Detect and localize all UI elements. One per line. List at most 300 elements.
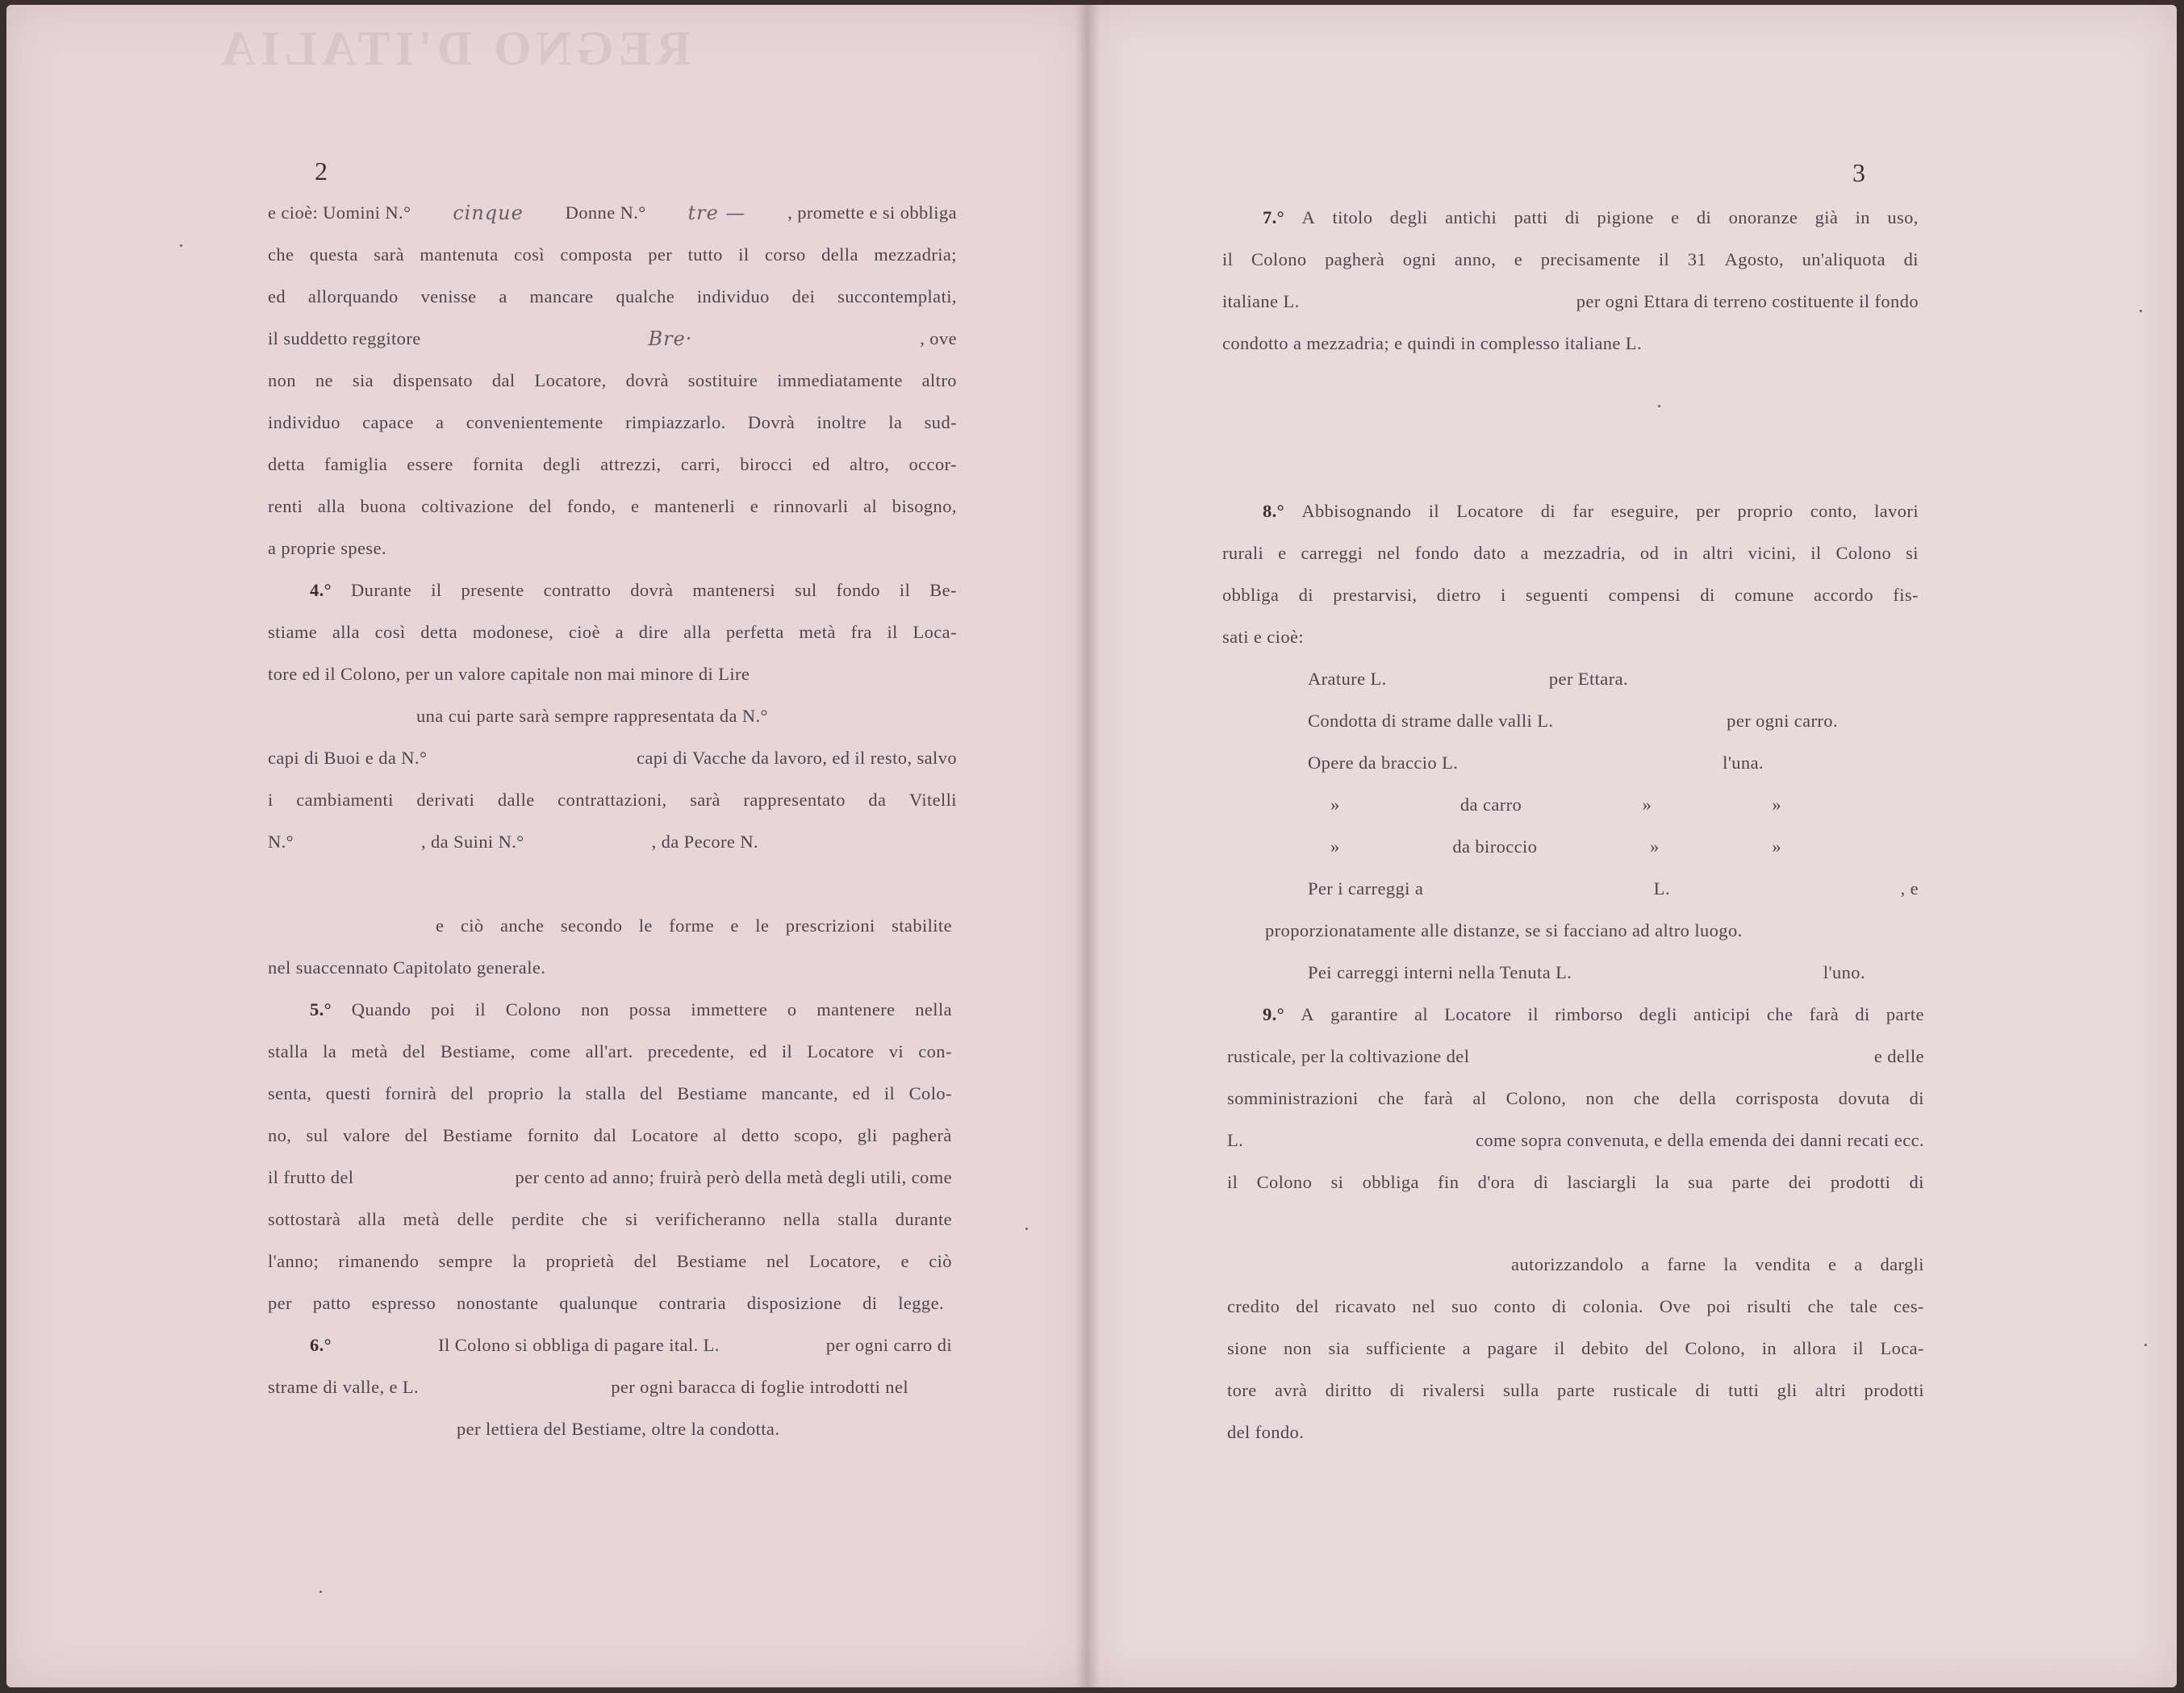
line-word: ed (812, 454, 830, 474)
handwritten-entry: cinque (453, 202, 524, 224)
line-word: Quando (351, 999, 411, 1020)
line-word: di (1700, 585, 1715, 605)
line-word: a (436, 412, 445, 432)
left-text-line (268, 747, 957, 769)
line-word: non (1585, 1088, 1614, 1108)
line-word: rimanendo (338, 1251, 420, 1271)
line-word: del (528, 496, 553, 516)
line-word: nella (783, 1209, 821, 1229)
line-text: sati e cioè: (1222, 627, 1305, 647)
line-word: birocci (740, 454, 793, 474)
line-word: accordo (1813, 585, 1873, 605)
line-word: nel (1377, 543, 1401, 563)
line-word: mantenerli (654, 496, 736, 516)
line-word: di (1533, 1172, 1549, 1192)
right-text-line (1227, 1045, 1924, 1068)
left-text-line (436, 915, 952, 937)
line-word: anche (499, 915, 545, 936)
line-word: la (888, 412, 903, 432)
line-word: debito (1581, 1338, 1629, 1358)
line-word: Colono (1251, 249, 1307, 269)
line-word: degli (1639, 1004, 1677, 1024)
line-word: della (1679, 1088, 1717, 1108)
line-segment: » (1649, 836, 1660, 857)
line-word: carri, (680, 454, 721, 474)
line-word: far (1572, 501, 1594, 521)
line-word: della (821, 244, 858, 265)
article-number: 5.° (310, 999, 332, 1020)
line-word: che (581, 1209, 608, 1229)
handwritten-entry: Bre· (648, 327, 693, 350)
line-word: dovrà (625, 370, 669, 390)
line-word: patto (312, 1293, 351, 1313)
line-word: dalle (497, 790, 535, 810)
line-word: autorizzandolo (1511, 1254, 1624, 1274)
line-word: sul (306, 1125, 328, 1145)
line-word: 31 (1687, 249, 1706, 269)
page-fold (1075, 5, 1100, 1687)
line-segment: rusticale, per la coltivazione del (1227, 1046, 1470, 1066)
paper-speck (1025, 1228, 1028, 1230)
line-word: disposizione (746, 1293, 842, 1313)
line-word: allora (1793, 1338, 1837, 1358)
line-word: parte (1731, 1172, 1770, 1192)
line-word: a (1520, 543, 1529, 563)
left-text-line (268, 1250, 952, 1273)
line-segment: per ogni Ettara di terreno costituente il fondo (1576, 291, 1919, 311)
paper-speck (319, 1591, 322, 1593)
line-word: non (1284, 1338, 1312, 1358)
line-word: si (1330, 1172, 1344, 1192)
line-word: dovrà (630, 580, 674, 600)
line-text: nel suaccennato Capitolato generale. (268, 957, 546, 978)
line-word: Locatore, (809, 1251, 882, 1271)
left-text-line (268, 663, 957, 686)
line-word: il (1658, 249, 1670, 269)
handwritten-entry: tre — (687, 202, 746, 224)
line-word: corso (764, 244, 806, 265)
line-segment: , da Pecore N. (651, 832, 758, 852)
line-word: contraria (658, 1293, 727, 1313)
line-segment: l'uno. (1823, 962, 1865, 982)
right-text-line (1308, 961, 1865, 984)
line-word: dei (791, 286, 816, 306)
right-text-line (1263, 500, 1919, 523)
line-word: secondo (560, 915, 623, 936)
line-segment: italiane L. (1222, 291, 1300, 311)
line-segment: Pei carreggi interni nella Tenuta L. (1308, 962, 1572, 982)
line-word: in (1673, 543, 1689, 563)
left-text-line (268, 495, 957, 518)
line-word: a (615, 622, 624, 642)
line-word: contratto (543, 580, 612, 600)
line-word: allorquando (307, 286, 399, 306)
line-word: farne (1667, 1254, 1706, 1274)
line-word: derivati (416, 790, 475, 810)
line-segment: per ogni baracca di foglie introdotti nel (611, 1377, 908, 1397)
show-through-text: REGNO D'ITALIA (216, 22, 691, 75)
line-word: sia (1328, 1338, 1350, 1358)
line-segment: N.° (268, 832, 294, 852)
line-word: rimpiazzarlo. (625, 412, 726, 432)
left-text-line (268, 369, 957, 392)
left-text-line (268, 286, 957, 308)
line-word: obbliga (1362, 1172, 1419, 1192)
line-word: fondo (836, 580, 880, 600)
left-text-line (268, 537, 386, 560)
line-word: Locatore (631, 1125, 699, 1145)
line-word: metà (799, 622, 836, 642)
line-word: farà (1809, 1004, 1839, 1024)
right-text-line (1222, 248, 1919, 271)
line-segment: , da Suini N.° (420, 832, 524, 852)
line-word: dovuta (1838, 1088, 1890, 1108)
line-word: sia (352, 370, 374, 390)
line-word: al (712, 1125, 727, 1145)
line-word: le (755, 915, 770, 936)
document-spread (6, 5, 2177, 1687)
line-word: presente (461, 580, 524, 600)
line-text: una cui parte sarà sempre rappresentata da N.° (416, 706, 768, 726)
right-text-line (1227, 1295, 1924, 1318)
line-word: altro (921, 370, 957, 390)
line-text: tore ed il Colono, per un valore capitale non mai minore di Lire (268, 664, 750, 684)
line-word: dire (638, 622, 669, 642)
line-segment: » (1772, 836, 1781, 857)
line-word: i (268, 790, 274, 810)
line-word: dei (1788, 1172, 1812, 1192)
article-number: 7.° (1263, 207, 1285, 227)
line-word: sione (1227, 1338, 1267, 1358)
paper-speck (2140, 310, 2142, 312)
line-word: un'aliquota (1802, 249, 1885, 269)
line-word: del (402, 1041, 426, 1061)
line-word: del (1296, 1296, 1319, 1316)
line-word: alla (683, 622, 712, 642)
line-word: ed (268, 286, 286, 306)
line-word: convenientemente (466, 412, 603, 432)
line-word: Colo- (908, 1083, 952, 1103)
line-word: da (868, 790, 887, 810)
line-word: no, (268, 1125, 292, 1145)
page-number-left: 2 (315, 156, 328, 186)
line-segment: da carro (1459, 794, 1522, 815)
line-word: perdite (511, 1209, 565, 1229)
line-word: vi (888, 1041, 904, 1061)
line-word: il (1527, 1004, 1539, 1024)
line-word: alla (357, 1209, 386, 1229)
line-word: parte (1556, 1380, 1595, 1400)
left-text-line (310, 579, 957, 602)
line-word: pagherà (1325, 249, 1385, 269)
right-page (1088, 5, 2177, 1687)
left-text-line (268, 831, 758, 853)
line-word: dato (1473, 543, 1506, 563)
line-word: perfetta (725, 622, 784, 642)
line-word: il (781, 1041, 793, 1061)
line-word: la (557, 1083, 572, 1103)
line-word: di (1551, 1296, 1567, 1316)
line-word: tutti (1728, 1380, 1760, 1400)
line-segment: da biroccio (1452, 836, 1538, 857)
line-segment: » (1330, 836, 1340, 857)
line-word: degli (1389, 207, 1428, 227)
line-word: Bestiame (442, 1125, 513, 1145)
line-word: Colono, (1505, 1088, 1567, 1108)
line-word: detto (741, 1125, 779, 1145)
line-word: la (1655, 1172, 1669, 1192)
line-word: il (883, 1083, 896, 1103)
article-number: 8.° (1263, 501, 1285, 521)
line-word: tale (1850, 1296, 1878, 1316)
line-word: a (1462, 1338, 1471, 1358)
right-text-line (1511, 1253, 1924, 1276)
line-word: Colono (1256, 1172, 1313, 1192)
line-word: fondo (1414, 543, 1459, 563)
line-word: parte (1885, 1004, 1924, 1024)
line-word: Ove (1659, 1296, 1691, 1316)
line-segment: » (1642, 794, 1652, 815)
line-word: del (404, 1125, 428, 1145)
left-text-line (268, 621, 957, 644)
line-word: degli (542, 454, 581, 474)
line-word: modonese, (472, 622, 554, 642)
line-word: A (1301, 1004, 1314, 1024)
line-word: Bestiame (677, 1083, 748, 1103)
line-segment: strame di valle, e L. (268, 1377, 420, 1397)
line-word: proprio (1737, 501, 1794, 521)
right-text-line (1308, 878, 1919, 900)
line-word: ces- (1894, 1296, 1924, 1316)
line-word: non (581, 999, 610, 1020)
line-segment: , promette e si obbliga (787, 202, 957, 223)
line-segment: per Ettara. (1548, 669, 1628, 689)
line-word: per (648, 244, 673, 265)
line-word: fornirà (385, 1083, 437, 1103)
line-word: mezzadria; (874, 244, 957, 265)
line-word: in (1855, 207, 1870, 227)
line-word: renti (268, 496, 303, 516)
line-word: cambiamenti (296, 790, 394, 810)
left-text-line (268, 411, 957, 434)
line-word: non (268, 370, 296, 390)
line-word: attrezzi, (600, 454, 662, 474)
line-word: comune (1735, 585, 1794, 605)
line-word: bisogno, (892, 496, 957, 516)
line-segment: per cento ad anno; fruirà però della metà degli utili, come (515, 1167, 952, 1187)
line-word: il (887, 622, 898, 642)
line-word: delle (457, 1209, 495, 1229)
line-segment: Condotta di strame dalle valli L. (1308, 711, 1554, 731)
line-word: al (1472, 1088, 1487, 1108)
line-word: somministrazioni (1227, 1088, 1359, 1108)
right-text-line (1263, 1003, 1924, 1026)
line-word: fornito (527, 1125, 579, 1145)
line-segment: e cioè: Uomini N.° (268, 202, 411, 223)
right-text-line (1227, 1171, 1924, 1194)
line-word: di (1696, 207, 1712, 227)
right-text-line (1265, 919, 1743, 942)
line-word: prodotti (1864, 1380, 1924, 1400)
paper-speck (180, 244, 182, 247)
line-segment: Arature L. (1308, 669, 1387, 689)
line-word: obbliga (1222, 585, 1280, 605)
line-word: proprio (487, 1083, 544, 1103)
line-word: il (1554, 1338, 1565, 1358)
line-word: buona (360, 496, 407, 516)
line-word: nonostante (456, 1293, 539, 1313)
line-word: durante (895, 1209, 952, 1229)
left-text-line (268, 1292, 944, 1315)
line-word: e (730, 915, 739, 936)
line-word: individuo (268, 412, 340, 432)
line-word: antichi (1445, 207, 1497, 227)
line-word: dal (491, 370, 516, 390)
line-word: corrisposta (1735, 1088, 1819, 1108)
line-word: suo (1451, 1296, 1478, 1316)
line-word: che (268, 244, 294, 265)
line-word: mantenersi (692, 580, 776, 600)
line-segment: » (1772, 794, 1781, 815)
line-word: anno, (1454, 249, 1497, 269)
line-word: Vitelli (909, 790, 957, 810)
line-word: garantire (1330, 1004, 1398, 1024)
line-word: mancante, (761, 1083, 839, 1103)
line-word: verificheranno (655, 1209, 766, 1229)
line-word: Locatore, (534, 370, 607, 390)
line-word: d'ora (1477, 1172, 1515, 1192)
line-word: Loca- (912, 622, 957, 642)
line-word: rusticale (1613, 1380, 1678, 1400)
line-word: sempre (438, 1251, 493, 1271)
line-word: anticipi (1693, 1004, 1751, 1024)
line-word: e (1514, 249, 1523, 269)
line-word: e (630, 496, 640, 516)
line-word: fis- (1893, 585, 1919, 605)
left-text-line (268, 453, 957, 476)
line-word: gli (1777, 1380, 1798, 1400)
line-word: cioè (568, 622, 600, 642)
line-segment: Donne N.° (565, 202, 646, 223)
left-text-line (268, 244, 957, 266)
line-word: ne (315, 370, 333, 390)
line-word: del (1645, 1338, 1669, 1358)
line-word: dispensato (392, 370, 473, 390)
line-word: conto, (1810, 501, 1857, 521)
line-word: Locatore (1444, 1004, 1512, 1024)
line-word: per (1696, 501, 1721, 521)
line-word: immettere (691, 999, 768, 1020)
line-word: al (863, 496, 878, 516)
line-word: si (1906, 543, 1919, 563)
line-word: succontemplati, (837, 286, 957, 306)
line-word: fin (1438, 1172, 1459, 1192)
line-word: di (1389, 1380, 1405, 1400)
line-word: già (1814, 207, 1839, 227)
right-text-line (1227, 1379, 1924, 1402)
right-text-line (1222, 290, 1919, 313)
line-word: mezzadria, (1543, 543, 1626, 563)
line-word: Colono, (1685, 1338, 1746, 1358)
line-text: per lettiera del Bestiame, oltre la condotta. (457, 1419, 780, 1439)
left-text-line (268, 1124, 952, 1147)
line-word: il (1428, 501, 1439, 521)
line-word: possa (628, 999, 671, 1020)
line-word: ogni (1402, 249, 1437, 269)
line-word: Locatore (1456, 501, 1524, 521)
line-word: patti (1514, 207, 1548, 227)
line-word: l'anno; (268, 1251, 319, 1271)
article-number: 4.° (310, 580, 332, 600)
line-word: di (862, 1293, 878, 1313)
line-word: di (1909, 1172, 1924, 1192)
line-segment: il suddetto reggitore (268, 328, 421, 348)
line-word: il (899, 580, 911, 600)
paper-speck (1658, 405, 1660, 407)
line-word: i (1501, 585, 1506, 605)
line-word: altri (1814, 1380, 1847, 1400)
line-text: condotto a mezzadria; e quindi in complesso italiane L. (1222, 333, 1642, 353)
line-word: altri (1702, 543, 1734, 563)
left-text-line (268, 1376, 908, 1399)
line-word: precisamente (1540, 249, 1641, 269)
line-word: sua (1688, 1172, 1714, 1192)
line-word: nel (766, 1251, 790, 1271)
line-word: Be- (929, 580, 957, 600)
line-word: Durante (351, 580, 412, 600)
line-word: capace (362, 412, 414, 432)
line-word: e (1828, 1254, 1837, 1274)
line-word: il (738, 244, 750, 265)
line-word: il (431, 580, 442, 600)
line-segment: , ove (920, 328, 957, 348)
line-word: carreggi (1301, 543, 1363, 563)
line-word: uso, (1887, 207, 1919, 227)
line-word: a (499, 286, 507, 306)
left-text-line (268, 202, 957, 224)
line-word: sostituire (687, 370, 758, 390)
line-word: composta (560, 244, 633, 265)
left-text-line (268, 957, 545, 979)
line-word: rappresentato (743, 790, 846, 810)
line-word: sufficiente (1366, 1338, 1447, 1358)
line-segment: » (1330, 794, 1340, 815)
line-word: stabilite (892, 915, 952, 936)
line-text: a proprie spese. (268, 538, 386, 558)
line-word: dal (593, 1125, 617, 1145)
line-word: che (1377, 1088, 1405, 1108)
right-text-line (1263, 206, 1919, 229)
line-word: o (787, 999, 797, 1020)
line-word: Abbisognando (1301, 501, 1412, 521)
line-word: mantenere (816, 999, 896, 1020)
right-text-line (1227, 1087, 1924, 1110)
article-number: 6.° (310, 1335, 332, 1355)
line-word: di (1855, 1004, 1870, 1024)
line-word: questa (309, 244, 358, 265)
line-segment: L. (1653, 878, 1670, 899)
line-word: e (436, 915, 445, 936)
line-word: poi (431, 999, 456, 1020)
line-word: mancare (529, 286, 594, 306)
line-word: alla (317, 496, 345, 516)
line-segment: il frutto del (268, 1167, 354, 1187)
line-word: qualunque (559, 1293, 638, 1313)
line-word: che (1807, 1296, 1835, 1316)
line-word: mantenuta (420, 244, 499, 265)
line-word: dargli (1880, 1254, 1924, 1274)
line-segment: per ogni carro di (825, 1335, 952, 1355)
